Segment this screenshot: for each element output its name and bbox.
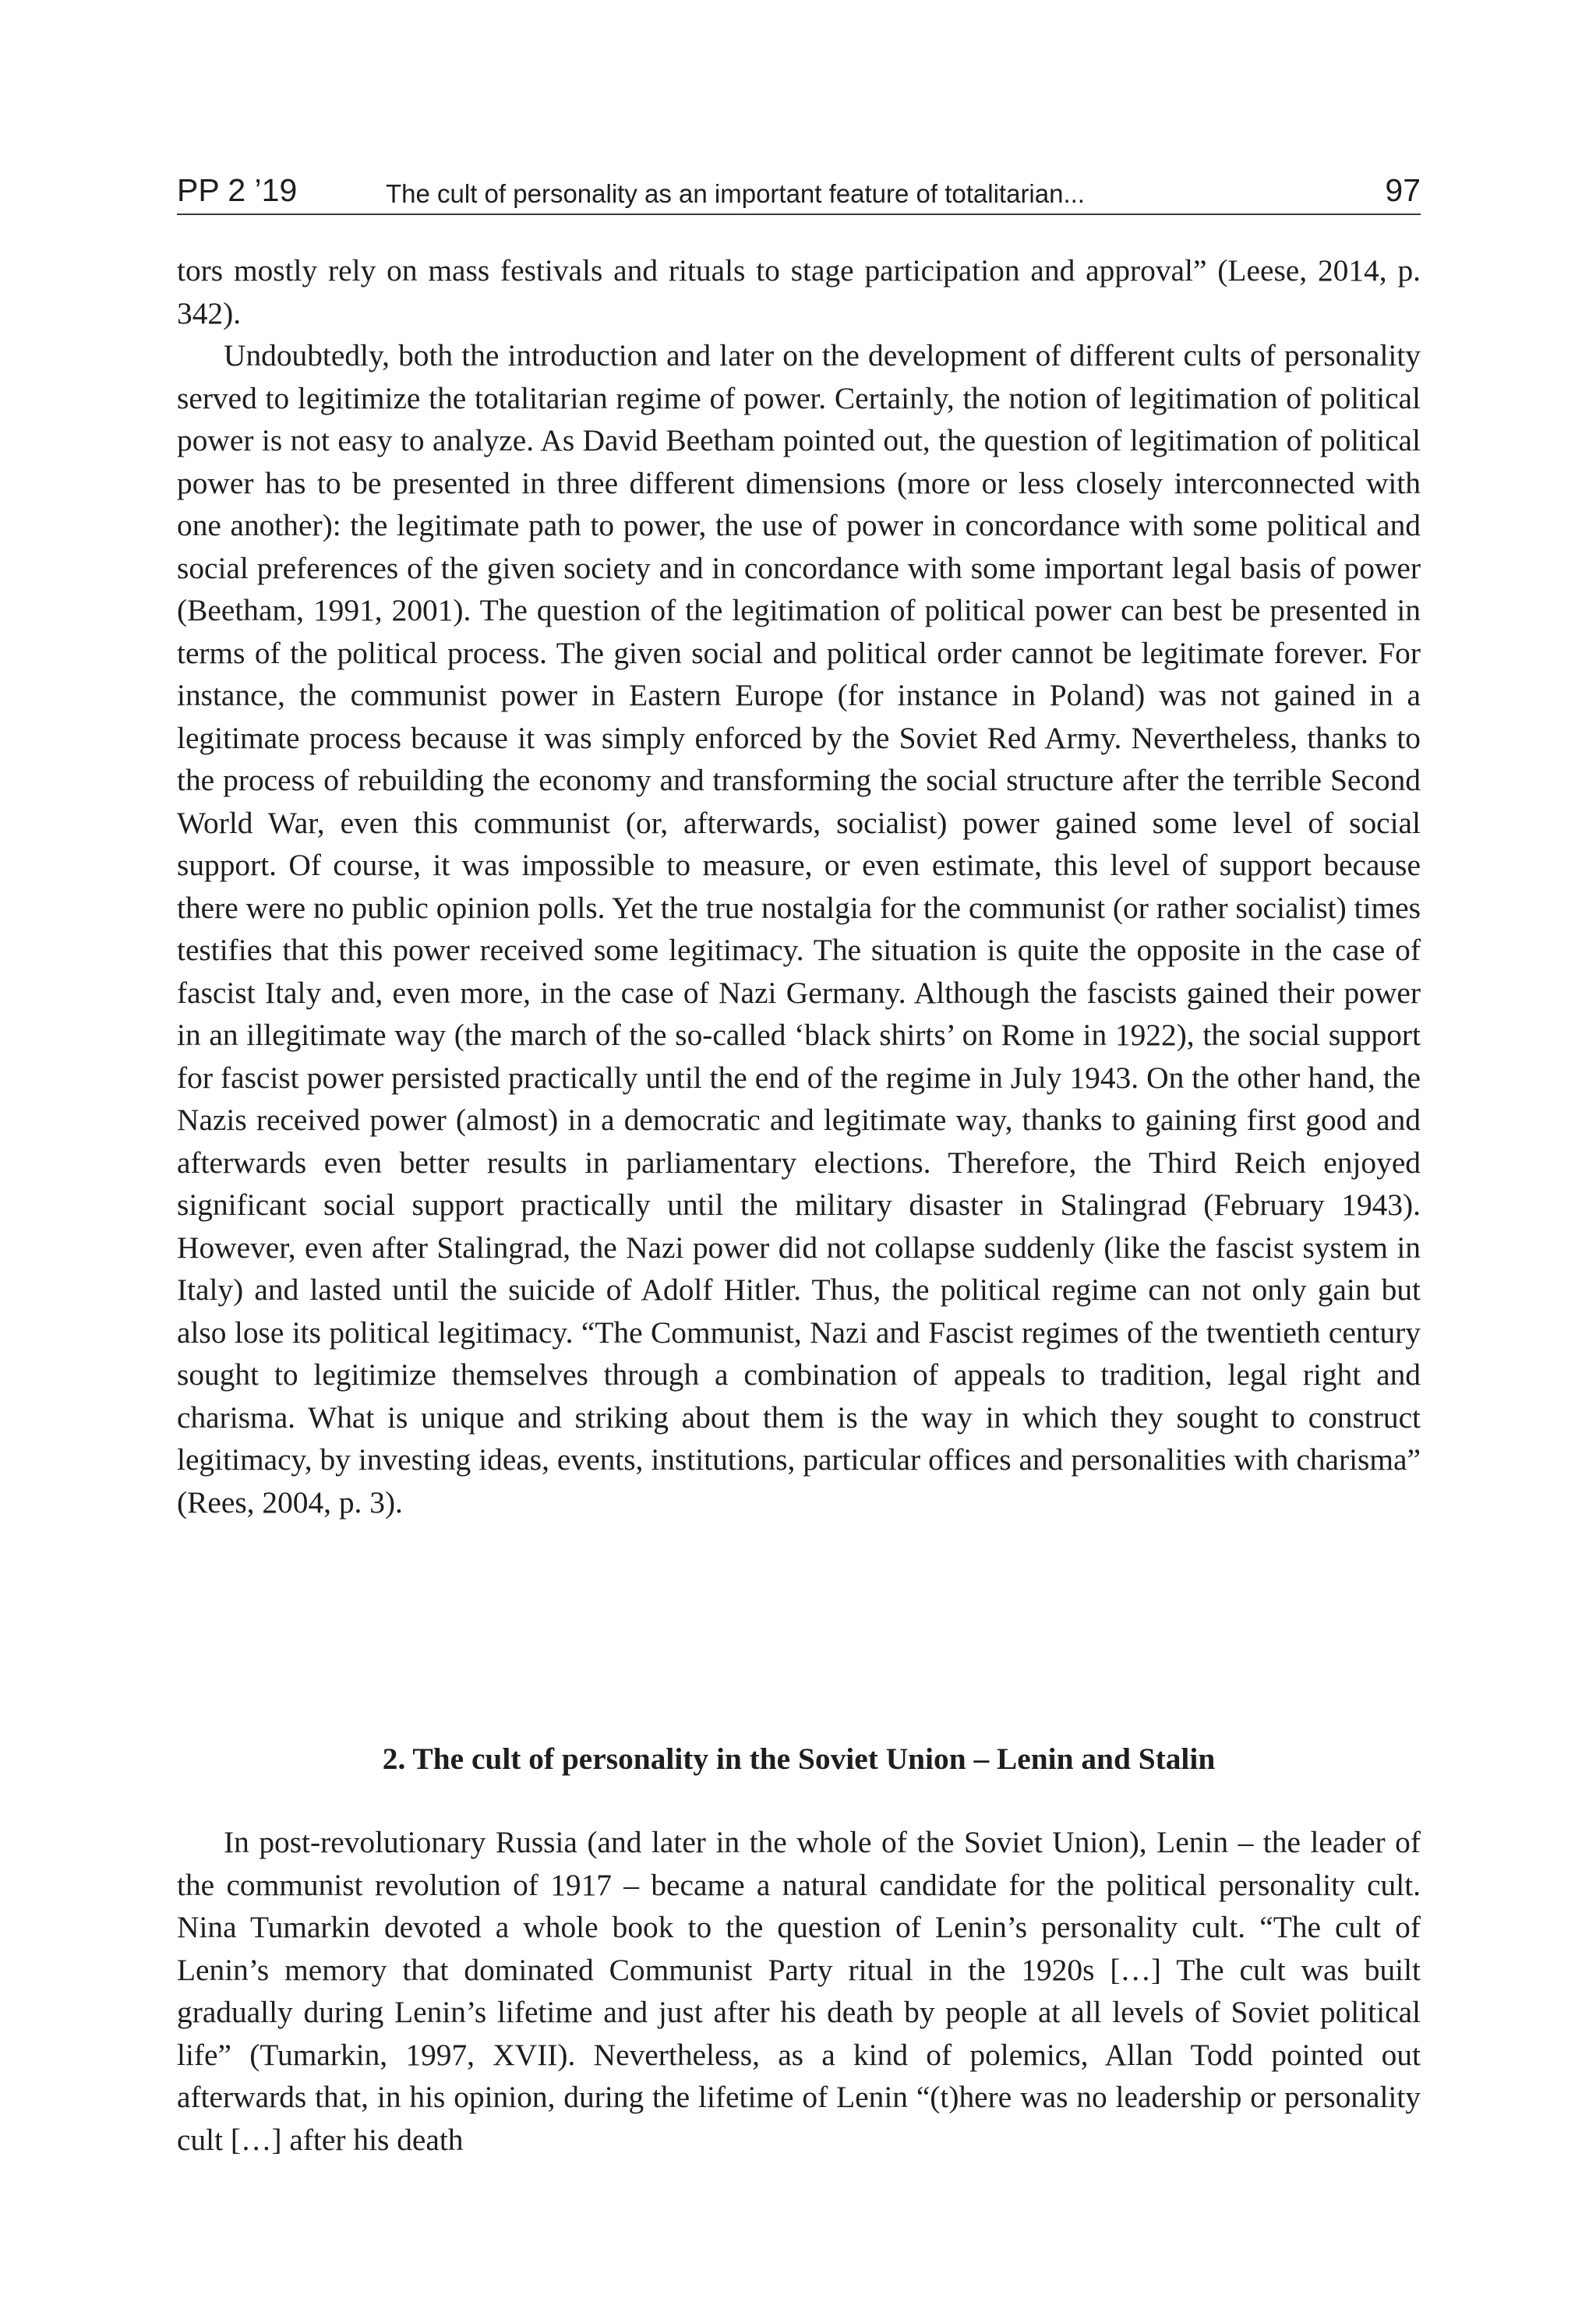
journal-issue: PP 2 ’19 bbox=[177, 172, 298, 208]
paragraph-continued: tors mostly rely on mass festivals and rituals to stage participation and approval” (Leese, 2014, p. 342). bbox=[177, 253, 1421, 330]
section-body bbox=[177, 1821, 1421, 2161]
paragraph-legitimation: Undoubtedly, both the introduction and later on the development of different cults of personality served to legitimize the totalitarian regime of power. Certainly, the notion of legitimation of political power is not easy to analyze. As David Beetham pointed out, the question of legitimation of political power has to be presented in three different dimensions (more or less closely interconnected with one another): the legitimate path to power, the use of power in concordance with some political and social preferences of the given society and in concordance with some important legal basis of power (Beetham, 1991, 2001). The question of the legitimation of political power can best be presented in terms of the political process. The given social and political order cannot be legitimate forever. For instance, the communist power in Eastern Europe (for instance in Poland) was not gained in a legitimate process because it was simply enforced by the Soviet Red Army. Nevertheless, thanks to the process of rebuilding the economy and transforming the social structure after the terrible Second World War, even this communist (or, afterwards, socialist) power gained some level of social support. Of course, it was impossible to measure, or even estimate, this level of support because there were no public opinion polls. Yet the true nostalgia for the communist (or rather socialist) times testifies that this power received some legitimacy. The situation is quite the opposite in the case of fascist Italy and, even more, in the case of Nazi Germany. Although the fascists gained their power in an illegitimate way (the march of the so-called ‘black shirts’ on Rome in 1922), the social support for fascist power persisted practically until the end of the regime in July 1943. On the other hand, the Nazis received power (almost) in a democratic and legitimate way, thanks to gaining first good and afterwards even better results in parliamentary elections. Therefore, the Third Reich enjoyed significant social support practically until the military disaster in Stalingrad (February 1943). However, even after Stalingrad, the Nazi power did not collapse suddenly (like the fascist system in Italy) and lasted until the suicide of Adolf Hitler. Thus, the political regime can not only gain but also lose its political legitimacy. “The Communist, Nazi and Fascist regimes of the twentieth century sought to legitimize themselves through a combination of appeals to tradition, legal right and charisma. What is unique and striking about them is the way in which they sought to construct legitimacy, by investing ideas, events, institutions, particular offices and personalities with charisma” (Rees, 2004, p. 3). bbox=[177, 338, 1421, 1520]
running-title: The cult of personality as an important feature of totalitarian... bbox=[386, 179, 1085, 208]
page-header bbox=[177, 170, 1421, 215]
paragraph-lenin: In post-revolutionary Russia (and later in the whole of the Soviet Union), Lenin – the leader of the communist revolution of 1917 – became a natural candidate for the political personality cult. Nina Tumarkin devoted a whole book to the question of Lenin’s personality cult. “The cult of Lenin’s memory that dominated Communist Party ritual in the 1920s […] The cult was built gradually during Lenin’s lifetime and just after his death by people at all levels of Soviet political life” (Tumarkin, 1997, XVII). Nevertheless, as a kind of polemics, Allan Todd pointed out afterwards that, in his opinion, during the lifetime of Lenin “(t)here was no leadership or personality cult […] after his death bbox=[177, 1825, 1421, 2157]
section-heading: 2. The cult of personality in the Soviet Union – Lenin and Stalin bbox=[382, 1742, 1216, 1776]
body-text bbox=[177, 249, 1421, 1523]
page-number: 97 bbox=[1385, 172, 1421, 208]
